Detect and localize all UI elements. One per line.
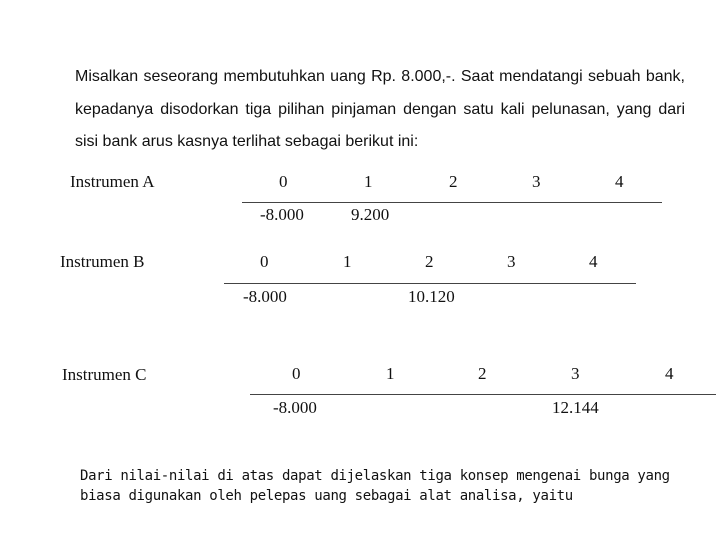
instrument-a-period-0: 0: [279, 172, 288, 191]
instrument-c-cashflow-0: -8.000: [273, 398, 317, 417]
instrument-a-period-2: 2: [449, 172, 458, 191]
instrument-a-cashflow-1: 9.200: [351, 205, 390, 224]
instrument-b-period-4: 4: [589, 252, 598, 271]
instrument-c-period-2: 2: [478, 364, 487, 383]
instrument-c-label: Instrumen C: [62, 365, 147, 384]
instrument-b-period-1: 1: [343, 252, 352, 271]
instrument-b-timeline: [224, 283, 636, 284]
instrument-b-cashflow-0: -8.000: [243, 287, 287, 306]
instrument-b-label: Instrumen B: [60, 252, 145, 271]
instrument-a-period-1: 1: [364, 172, 373, 191]
instrument-a-cashflow-0: -8.000: [260, 205, 304, 224]
instrument-c-period-4: 4: [665, 364, 674, 383]
instrument-c-period-1: 1: [386, 364, 395, 383]
instrument-c-period-3: 3: [571, 364, 580, 383]
instrument-b-period-3: 3: [507, 252, 516, 271]
instrument-a-period-3: 3: [532, 172, 541, 191]
instrument-c-period-0: 0: [292, 364, 301, 383]
instrument-c-timeline: [250, 394, 716, 395]
instrument-a-timeline: [242, 202, 662, 203]
instrument-b-period-2: 2: [425, 252, 434, 271]
outro-paragraph: Dari nilai-nilai di atas dapat dijelaskan tiga konsep mengenai bunga yang biasa digunakan oleh pelepas uang sebagai alat analisa, yaitu: [80, 468, 670, 504]
instrument-b-period-0: 0: [260, 252, 269, 271]
instrument-c-cashflow-1: 12.144: [552, 398, 599, 417]
instrument-a-period-4: 4: [615, 172, 624, 191]
intro-paragraph: Misalkan seseorang membutuhkan uang Rp. 8.000,-. Saat mendatangi sebuah bank, kepadanya disodorkan tiga pilihan pinjaman dengan satu kali pelunasan, yang dari sisi bank arus kasnya terlihat sebagai berikut ini:: [75, 68, 685, 150]
instrument-b-cashflow-1: 10.120: [408, 287, 455, 306]
instrument-a-label: Instrumen A: [70, 172, 155, 191]
